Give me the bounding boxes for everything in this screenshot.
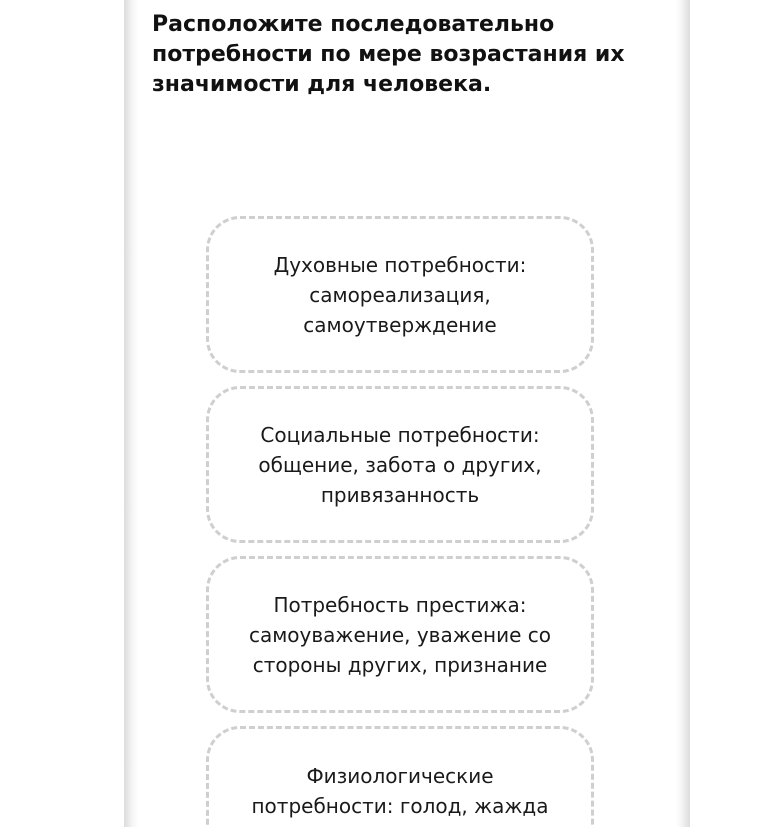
card-label: Социальные потребности: общение, забота о других, привязанность [258, 422, 542, 507]
question-text: Расположите последовательно потребности по мере возрастания их значимости для человека. [152, 12, 625, 97]
panel-shadow-left [124, 0, 138, 827]
card-label: Потребность престижа: самоуважение, уважение со стороны других, признание [248, 592, 552, 677]
draggable-card-social-needs[interactable] [206, 386, 594, 543]
card-label: Духовные потребности: самореализация, самоутверждение [273, 252, 527, 337]
draggable-card-prestige-needs[interactable] [206, 556, 594, 713]
card-label: Физиологические потребности: голод, жажда [251, 764, 549, 818]
draggable-card-spiritual-needs[interactable] [206, 216, 594, 373]
panel-shadow-right [676, 0, 690, 827]
draggable-card-physiological-needs[interactable] [206, 726, 594, 827]
sortable-card-list [206, 216, 594, 827]
